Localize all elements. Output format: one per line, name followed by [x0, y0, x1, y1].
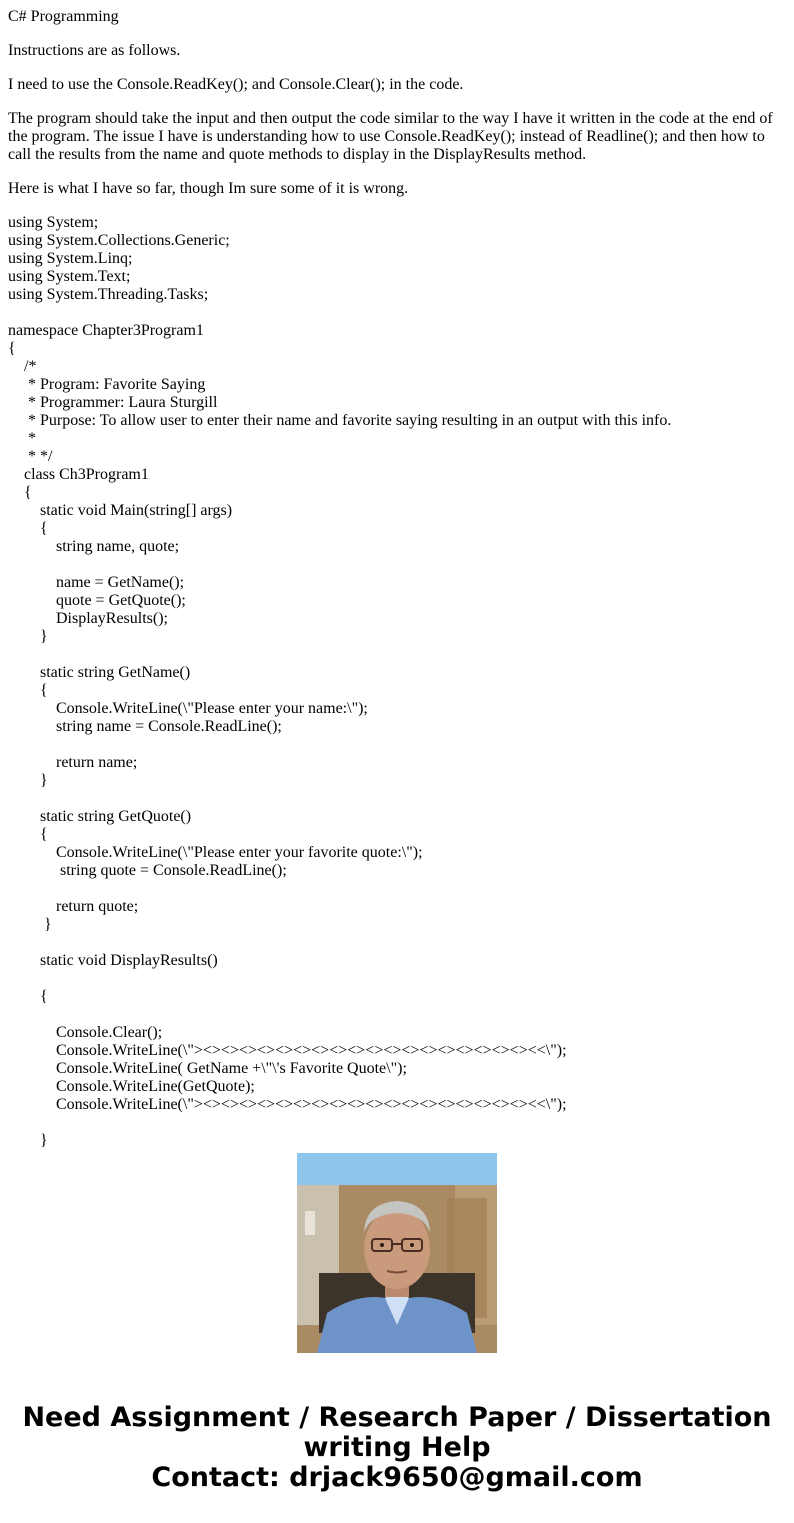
post-paragraph: Instructions are as follows.: [8, 42, 181, 59]
post-paragraph: Here is what I have so far, though Im sure some of it is wrong.: [8, 180, 409, 197]
code-line: name = GetName();: [8, 574, 185, 591]
code-line: using System.Text;: [8, 268, 131, 285]
code-line: {: [8, 826, 48, 843]
code-line: Console.WriteLine(\"Please enter your name:\");: [8, 700, 368, 717]
code-line: using System.Threading.Tasks;: [8, 286, 209, 303]
code-line: string quote = Console.ReadLine();: [8, 862, 287, 879]
avatar: [297, 1153, 497, 1353]
footer-contact-email[interactable]: Contact: drjack9650@gmail.com: [151, 1462, 643, 1493]
code-line: namespace Chapter3Program1: [8, 322, 204, 339]
code-line: [8, 646, 784, 664]
code-line: Console.WriteLine( GetName +\"\'s Favorite Quote\");: [8, 1060, 407, 1077]
code-line: * */: [8, 448, 53, 465]
code-line: return quote;: [8, 898, 139, 915]
code-line: Console.Clear();: [8, 1024, 163, 1041]
footer-contact: [0, 1403, 794, 1493]
code-line: Console.WriteLine(\"Please enter your favorite quote:\");: [8, 844, 423, 861]
post-paragraph: The program should take the input and then output the code similar to the way I have it written in the code at the end of the program. The issue I have is understanding how to use Console.ReadKey(); instead of Readline(); and then how to call the results from the name and quote methods to display in the DisplayResults method.: [8, 110, 773, 163]
code-line: {: [8, 484, 32, 501]
code-line: quote = GetQuote();: [8, 592, 186, 609]
code-line: return name;: [8, 754, 138, 771]
footer-line: writing Help: [303, 1432, 491, 1463]
code-line: {: [8, 682, 48, 699]
question-post: [8, 8, 784, 214]
code-line: static void DisplayResults(): [8, 952, 218, 969]
code-line: [8, 1006, 784, 1024]
code-line: Console.WriteLine(\"><><><><><><><><><><><><><><><><><><><<\");: [8, 1042, 567, 1059]
code-line: using System;: [8, 214, 99, 231]
person-photo-icon: [297, 1153, 497, 1353]
code-line: static string GetName(): [8, 664, 191, 681]
code-line: DisplayResults();: [8, 610, 168, 627]
code-line: using System.Linq;: [8, 250, 133, 267]
code-line: }: [8, 916, 52, 933]
code-line: * Programmer: Laura Sturgill: [8, 394, 218, 411]
code-line: string name = Console.ReadLine();: [8, 718, 282, 735]
code-line: [8, 736, 784, 754]
code-line: * Program: Favorite Saying: [8, 376, 206, 393]
code-line: static string GetQuote(): [8, 808, 192, 825]
code-line: static void Main(string[] args): [8, 502, 233, 519]
code-line: using System.Collections.Generic;: [8, 232, 230, 249]
code-line: }: [8, 1132, 48, 1149]
post-title: C# Programming: [8, 8, 119, 25]
code-line: /*: [8, 358, 37, 375]
post-paragraph: I need to use the Console.ReadKey(); and Console.Clear(); in the code.: [8, 76, 464, 93]
code-line: *: [8, 430, 36, 447]
code-block: [8, 214, 784, 1149]
code-line: }: [8, 772, 48, 789]
code-line: * Purpose: To allow user to enter their name and favorite saying resulting in an output with this info.: [8, 412, 672, 429]
code-line: [8, 880, 784, 898]
code-line: [8, 790, 784, 808]
code-line: class Ch3Program1: [8, 466, 149, 483]
code-line: {: [8, 340, 16, 357]
code-line: [8, 1114, 784, 1132]
code-line: [8, 556, 784, 574]
code-line: [8, 304, 784, 322]
code-line: {: [8, 520, 48, 537]
code-line: Console.WriteLine(GetQuote);: [8, 1078, 255, 1095]
code-line: }: [8, 628, 48, 645]
code-line: Console.WriteLine(\"><><><><><><><><><><><><><><><><><><><<\");: [8, 1096, 567, 1113]
footer-line: Need Assignment / Research Paper / Dissertation: [22, 1402, 772, 1433]
code-line: {: [8, 988, 48, 1005]
code-line: string name, quote;: [8, 538, 180, 555]
code-line: [8, 970, 784, 988]
code-line: [8, 934, 784, 952]
